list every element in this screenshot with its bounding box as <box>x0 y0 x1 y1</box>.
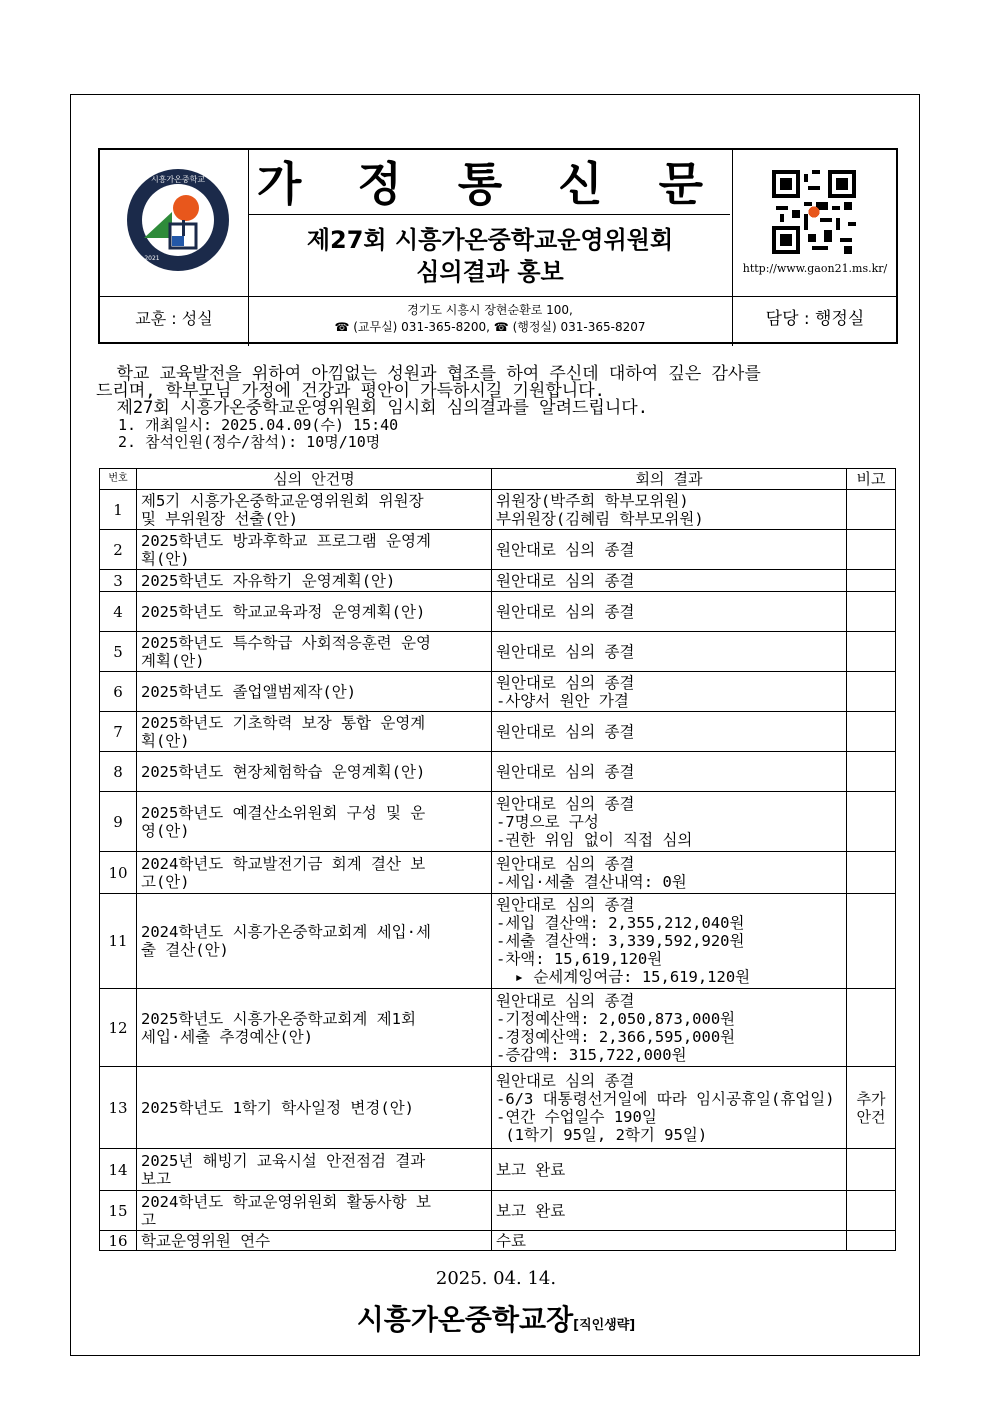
agenda-item-line: 보고 <box>141 1169 171 1188</box>
row-number: 14 <box>100 1149 137 1191</box>
newsletter-header <box>98 148 898 344</box>
meeting-result-line: -권한 위임 없이 직접 심의 <box>496 830 693 849</box>
meeting-result-line: 원안대로 심의 종결 <box>496 602 635 621</box>
row-note <box>847 852 896 894</box>
meeting-datetime: 1. 개최일시: 2025.04.09(수) 15:40 <box>118 416 399 434</box>
intro-line: 학교 교육발전을 위하여 아낌없는 성원과 협조를 하여 주신데 대하여 깊은 감사를 <box>96 364 761 384</box>
intro-line: 제27회 시흥가온중학교운영위원회 임시회 심의결과를 알려드립니다. <box>96 398 648 418</box>
row-note <box>847 792 896 852</box>
agenda-item-line: 2025학년도 학교교육과정 운영계획(안) <box>141 602 426 621</box>
meeting-result <box>492 752 847 792</box>
row-number: 16 <box>100 1231 137 1251</box>
meeting-result-line: 보고 완료 <box>496 1201 566 1220</box>
header-item: 심의 안건명 <box>137 469 492 490</box>
agenda-item-line: 획(안) <box>141 731 190 750</box>
meeting-result-line: 원안대로 심의 종결 <box>496 1071 635 1090</box>
header-note: 비고 <box>847 469 896 490</box>
agenda-item <box>137 894 492 989</box>
issue-date: 2025. 04. 14. <box>435 1268 557 1289</box>
agenda-item <box>137 1191 492 1231</box>
meeting-result <box>492 894 847 989</box>
meeting-result <box>492 592 847 632</box>
agenda-item-line: 세입·세출 추경예산(안) <box>141 1027 314 1046</box>
meeting-result <box>492 1149 847 1191</box>
meeting-result <box>492 570 847 592</box>
row-number: 5 <box>100 632 137 672</box>
row-note <box>847 530 896 570</box>
meeting-result-line: 원안대로 심의 종결 <box>496 571 635 590</box>
school-logo <box>126 168 230 272</box>
principal-signature <box>0 1298 992 1338</box>
row-note <box>847 592 896 632</box>
agenda-item <box>137 712 492 752</box>
agenda-item <box>137 1231 492 1251</box>
results-body <box>100 490 896 1251</box>
meeting-result-line: 부위원장(김혜림 학부모위원) <box>496 509 704 528</box>
newsletter-subtitle <box>248 224 732 288</box>
agenda-item-line: 제5기 시흥가온중학교운영위원회 위원장 <box>141 491 424 510</box>
table-row <box>100 632 896 672</box>
row-number: 6 <box>100 672 137 712</box>
agenda-item <box>137 672 492 712</box>
header-result: 회의 결과 <box>492 469 847 490</box>
meeting-result-line: 원안대로 심의 종결 <box>496 762 635 781</box>
table-header-row <box>100 469 896 490</box>
meeting-result <box>492 712 847 752</box>
row-note <box>847 894 896 989</box>
table-row <box>100 530 896 570</box>
agenda-item-line: 획(안) <box>141 549 190 568</box>
row-number: 12 <box>100 989 137 1067</box>
agenda-item-line: 영(안) <box>141 821 190 840</box>
meeting-result-line: 원안대로 심의 종결 <box>496 991 635 1010</box>
table-row <box>100 570 896 592</box>
agenda-item-line: 2024학년도 학교운영위원회 활동사항 보 <box>141 1192 431 1211</box>
table-row <box>100 989 896 1067</box>
table-row <box>100 852 896 894</box>
row-note <box>847 1191 896 1231</box>
intro-text <box>96 366 896 451</box>
row-note <box>847 752 896 792</box>
agenda-item-line: 고 <box>141 1210 156 1229</box>
address-line: 경기도 시흥시 장현순환로 100, <box>407 303 573 317</box>
agenda-item <box>137 1067 492 1149</box>
seal-note: [직인생략] <box>573 1318 636 1333</box>
row-note: 추가 안건 <box>847 1067 896 1149</box>
meeting-result <box>492 852 847 894</box>
agenda-item <box>137 530 492 570</box>
meeting-result <box>492 792 847 852</box>
table-row <box>100 752 896 792</box>
agenda-item-line: 고(안) <box>141 872 190 891</box>
meeting-result-line: -증감액: 315,722,000원 <box>496 1045 687 1064</box>
row-note <box>847 989 896 1067</box>
row-number: 1 <box>100 490 137 530</box>
meeting-result <box>492 530 847 570</box>
meeting-result <box>492 490 847 530</box>
table-row <box>100 1149 896 1191</box>
row-number: 7 <box>100 712 137 752</box>
school-motto: 교훈 : 성실 <box>135 309 213 328</box>
meeting-result-line: 원안대로 심의 종결 <box>496 540 635 559</box>
agenda-item <box>137 1149 492 1191</box>
meeting-result <box>492 1067 847 1149</box>
row-number: 2 <box>100 530 137 570</box>
attendance: 2. 참석인원(정수/참석): 10명/10명 <box>118 433 381 451</box>
meeting-result <box>492 1231 847 1251</box>
table-row <box>100 894 896 989</box>
agenda-item-line: 2025학년도 특수학급 사회적응훈련 운영 <box>141 633 431 652</box>
agenda-item <box>137 632 492 672</box>
meeting-result-line: (1학기 95일, 2학기 95일) <box>496 1125 708 1144</box>
agenda-item-line: 및 부위원장 선출(안) <box>141 509 299 528</box>
subtitle-line: 심의결과 홍보 <box>416 258 564 286</box>
subtitle-line: 제27회 시흥가온중학교운영위원회 <box>306 226 674 254</box>
meeting-result-line: 수료 <box>496 1231 526 1250</box>
school-address <box>248 302 732 336</box>
meeting-result <box>492 989 847 1067</box>
table-row <box>100 1231 896 1251</box>
meeting-result <box>492 632 847 672</box>
meeting-result-line: 원안대로 심의 종결 <box>496 673 635 692</box>
row-number: 15 <box>100 1191 137 1231</box>
school-url: http://www.gaon21.ms.kr/ <box>742 262 888 275</box>
meeting-result-line: 원안대로 심의 종결 <box>496 642 635 661</box>
meeting-result-line: 보고 완료 <box>496 1160 566 1179</box>
agenda-item-line: 2025학년도 기초학력 보장 통합 운영계 <box>141 713 426 732</box>
meeting-result-line: -사양서 원안 가결 <box>496 691 629 710</box>
agenda-item <box>137 752 492 792</box>
meeting-result-line: 원안대로 심의 종결 <box>496 722 635 741</box>
meeting-result-line: -연간 수업일수 190일 <box>496 1107 657 1126</box>
contact-office: 담당 : 행정실 <box>765 309 865 329</box>
agenda-item-line: 2024학년도 시흥가온중학교회계 세입·세 <box>141 923 431 941</box>
meeting-result-line: 위원장(박주희 학부모위원) <box>496 491 689 510</box>
meeting-result-line: 원안대로 심의 종결 <box>496 854 635 873</box>
logo-year: 2021 <box>144 255 160 262</box>
meeting-result-line: -세입 결산액: 2,355,212,040원 <box>496 914 745 932</box>
table-row <box>100 592 896 632</box>
row-note <box>847 672 896 712</box>
meeting-result-line: 원안대로 심의 종결 <box>496 794 635 813</box>
agenda-item <box>137 490 492 530</box>
row-note <box>847 712 896 752</box>
agenda-item-line: 2025학년도 시흥가온중학교회계 제1회 <box>141 1009 416 1028</box>
row-note <box>847 1149 896 1191</box>
results-table <box>99 468 896 1251</box>
agenda-item <box>137 852 492 894</box>
agenda-item-line: 2025학년도 방과후학교 프로그램 운영계 <box>141 531 431 550</box>
agenda-item-line: 출 결산(안) <box>141 941 229 959</box>
row-number: 8 <box>100 752 137 792</box>
meeting-result-line: -6/3 대통령선거일에 따라 임시공휴일(휴업일) <box>496 1089 835 1108</box>
meeting-result-line: -기정예산액: 2,050,873,000원 <box>496 1009 736 1028</box>
table-row <box>100 490 896 530</box>
row-note <box>847 570 896 592</box>
meeting-result-line: -세출 결산액: 3,339,592,920원 <box>496 932 745 950</box>
meeting-result <box>492 1191 847 1231</box>
agenda-item <box>137 989 492 1067</box>
row-number: 9 <box>100 792 137 852</box>
agenda-item <box>137 592 492 632</box>
meeting-result-line: ▸ 순세계잉여금: 15,619,120원 <box>496 968 751 986</box>
agenda-item-line: 2025학년도 자유학기 운영계획(안) <box>141 571 396 590</box>
row-note <box>847 1231 896 1251</box>
agenda-item <box>137 792 492 852</box>
meeting-result-line: 원안대로 심의 종결 <box>496 896 635 914</box>
meeting-result-line: -7명으로 구성 <box>496 812 599 831</box>
agenda-item-line: 2025학년도 졸업앨범제작(안) <box>141 682 357 701</box>
principal-name: 시흥가온중학교장 <box>356 1303 574 1336</box>
agenda-item-line: 2024학년도 학교발전기금 회계 결산 보 <box>141 854 426 873</box>
phone-line: ☎ (교무실) 031-365-8200, ☎ (행정실) 031-365-8207 <box>334 320 646 334</box>
table-row <box>100 672 896 712</box>
meeting-result-line: -세입·세출 결산내역: 0원 <box>496 872 687 891</box>
row-number: 3 <box>100 570 137 592</box>
row-note <box>847 490 896 530</box>
row-number: 4 <box>100 592 137 632</box>
agenda-item-line: 계획(안) <box>141 651 205 670</box>
agenda-item-line: 2025학년도 1학기 학사일정 변경(안) <box>141 1098 414 1117</box>
intro-line: 드리며, 학부모님 가정에 건강과 평안이 가득하시길 기원합니다. <box>96 381 605 401</box>
meeting-result <box>492 672 847 712</box>
newsletter-title: 가 정 통 신 문 <box>256 157 724 211</box>
header-divider <box>248 214 730 215</box>
row-number: 10 <box>100 852 137 894</box>
table-row <box>100 792 896 852</box>
meeting-result-line: -경정예산액: 2,366,595,000원 <box>496 1027 736 1046</box>
table-row <box>100 1067 896 1149</box>
agenda-item <box>137 570 492 592</box>
header-no: 번호 <box>100 469 137 490</box>
agenda-item-line: 학교운영위원 연수 <box>141 1231 271 1250</box>
agenda-item-line: 2025학년도 예결산소위원회 구성 및 운 <box>141 803 426 822</box>
agenda-item-line: 2025학년도 현장체험학습 운영계획(안) <box>141 762 426 781</box>
table-row <box>100 1191 896 1231</box>
agenda-item-line: 2025년 해빙기 교육시설 안전점검 결과 <box>141 1151 426 1170</box>
row-note <box>847 632 896 672</box>
table-row <box>100 712 896 752</box>
logo-text-top: 시흥가온중학교 <box>150 175 206 184</box>
row-number: 11 <box>100 894 137 989</box>
row-number: 13 <box>100 1067 137 1149</box>
meeting-result-line: -차액: 15,619,120원 <box>496 950 663 968</box>
qr-code-icon <box>772 170 856 254</box>
